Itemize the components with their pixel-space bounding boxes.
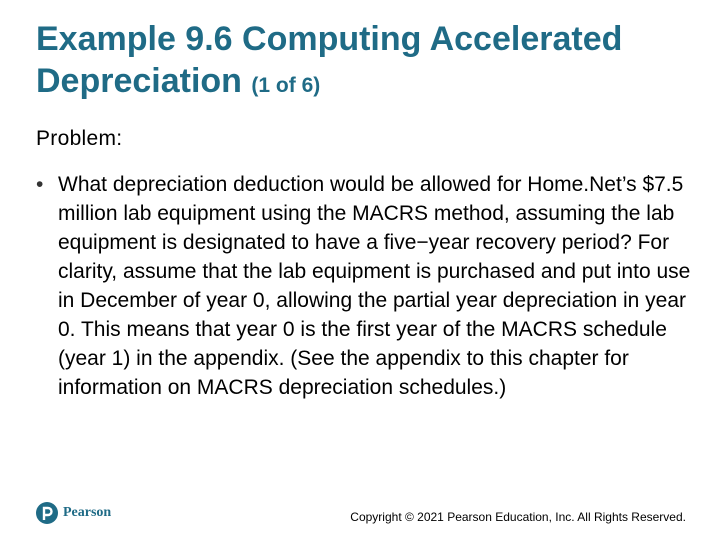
slide-title-main: Example 9.6 Computing Accelerated Depreciation	[36, 20, 623, 100]
bullet-marker: •	[36, 173, 44, 196]
slide-title-suffix: (1 of 6)	[251, 74, 321, 97]
slide-title	[36, 18, 696, 107]
bullet-text: What depreciation deduction would be allowed for Home.Net’s $7.5 million lab equipment using the MACRS method, assuming the lab equipment is designated to have a five−year recovery period? For clarity, assume that the lab equipment is purchased and put into use in December of year 0, allowing the partial year depreciation in year 0. This means that year 0 is the first year of the MACRS schedule (year 1) in the appendix. (See the appendix to this chapter for information on MACRS depreciation schedules.)	[58, 173, 691, 399]
pearson-logo-icon	[36, 502, 58, 524]
copyright-notice: Copyright © 2021 Pearson Education, Inc. All Rights Reserved.	[350, 510, 686, 524]
pearson-logo-text: Pearson	[63, 505, 112, 520]
section-heading: Problem:	[36, 127, 123, 150]
pearson-logo	[36, 502, 111, 524]
bullet-item	[36, 170, 696, 402]
